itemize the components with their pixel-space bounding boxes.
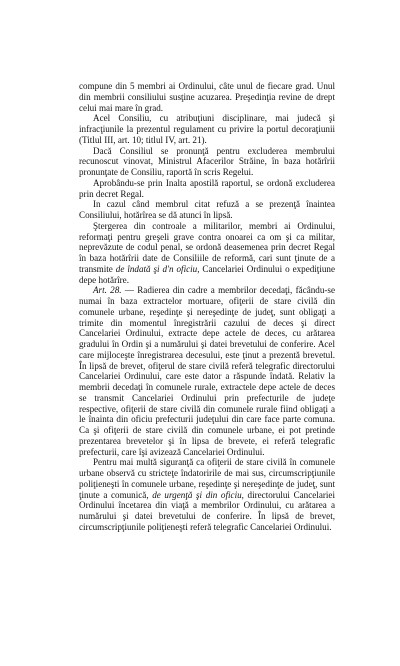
paragraph-text: Dacă Consiliul se pronunţă pentru excluderea membrului recunoscut vinovat, Ministrul Afacerilor Străine, în baza hotărîrii pronunţate de Consiliu, raportă în scris Regelui. [79,145,335,177]
paragraph [79,146,335,178]
paragraph-text: compune din 5 membri ai Ordinului, câte unul de fiecare grad. Unul din membrii consiliului susţine acuzarea. Preşedinţia revine de drept celui mai mare în grad. [79,81,335,113]
paragraph-text: Aprobându-se prin Inalta apostilă raportul, se ordonă excluderea prin decret Regal. [79,177,335,199]
paragraph-text: Ştergerea din controale a militarilor, membri ai Ordinului, reformaţi pentru greşeli grave contra onoarei ca om şi ca militar, neprevăzute de codul penal, se ordonă deasemenea prin decret Regal în baza hotărîrii date de Consiliile de reformă, cari sunt ţinute de a transmite [79,220,335,274]
paragraph [79,285,335,457]
paragraph [79,81,335,113]
italic-text: de îndată şi d'n oficiu, [115,263,200,274]
paragraph-text: Acel Consiliu, cu atribuţiuni disciplinare, mai judecă şi infracţiunile la prezentul regulament cu privire la portul decoraţiunii (Titlul III, art. 10; titlul IV, art. 21). [79,113,335,145]
paragraph [79,113,335,145]
paragraph [79,457,335,532]
paragraph-text: Cancelariei Ordinului o expediţiune depe hotărîre. [79,263,335,285]
paragraph-text: — Radierea din cadre a membrilor decedaţi, făcându-se numai în baza extractelor mortuare, ofiţerii de stare civilă din comunele urbane, reşedinţe şi nereşedinţe de judeţ, sunt obligaţi a trimite din momentul înregistrării cazului de deces şi direct Cancelariei Ordinului, extracte depe actele de deces, cu arătarea gradului în Ordin şi a numărului şi datei brevetului de conferire. Acel care mijloceşte înregistrarea decesului, este ţinut a prezentă brevetul. În lipsă de brevet, ofiţerul de stare civilă referă telegrafic directorului Cancelariei Ordinului, care este dator a răspunde îndată. Relativ la membrii decedaţi în comunele rurale, extractele depe actele de deces se transmit Cancelariei Ordinului prin prefecturile de judeţe respective, ofiţerii de stare civilă din comunele rurale fiind obligaţi a le înainta din oficiu prefecturii judeţului din care face parte comuna. Ca şi ofiţerii de stare civilă din comunele urbane, ei pot pretinde prezentarea brevetelor şi în lipsa de brevete, ei referă telegrafic prefecturii, care îşi avizează Cancelariei Ordinului. [79,285,335,457]
document-page [79,81,335,533]
italic-text: de urgenţă şi din oficiu, [152,489,244,500]
paragraph-text: Pentru mai multă siguranţă ca ofiţerii de stare civilă în comunele urbane observă cu stricteţe îndatoririle de mai sus, circumscripţiunile poliţieneşti în comunele urbane, reşedinţe şi nereşedinţe de judeţ, sunt ţinute a comunică, [79,457,335,500]
paragraph [79,178,335,200]
italic-text: Art. 28. [93,285,122,296]
paragraph-text: directorului Cancelariei Ordinului încetarea din viaţă a membrilor Ordinului, cu arătarea a numărului şi datei brevetului de conferire. În lipsă de brevet, circumscripţiunile poliţieneşti referă telegrafic Cancelariei Ordinului. [79,489,335,532]
paragraph [79,199,335,221]
paragraph [79,221,335,286]
paragraph-text: In cazul când membrul citat refuză a se prezenţă înaintea Consiliului, hotărîrea se dă atunci în lipsă. [79,199,335,220]
